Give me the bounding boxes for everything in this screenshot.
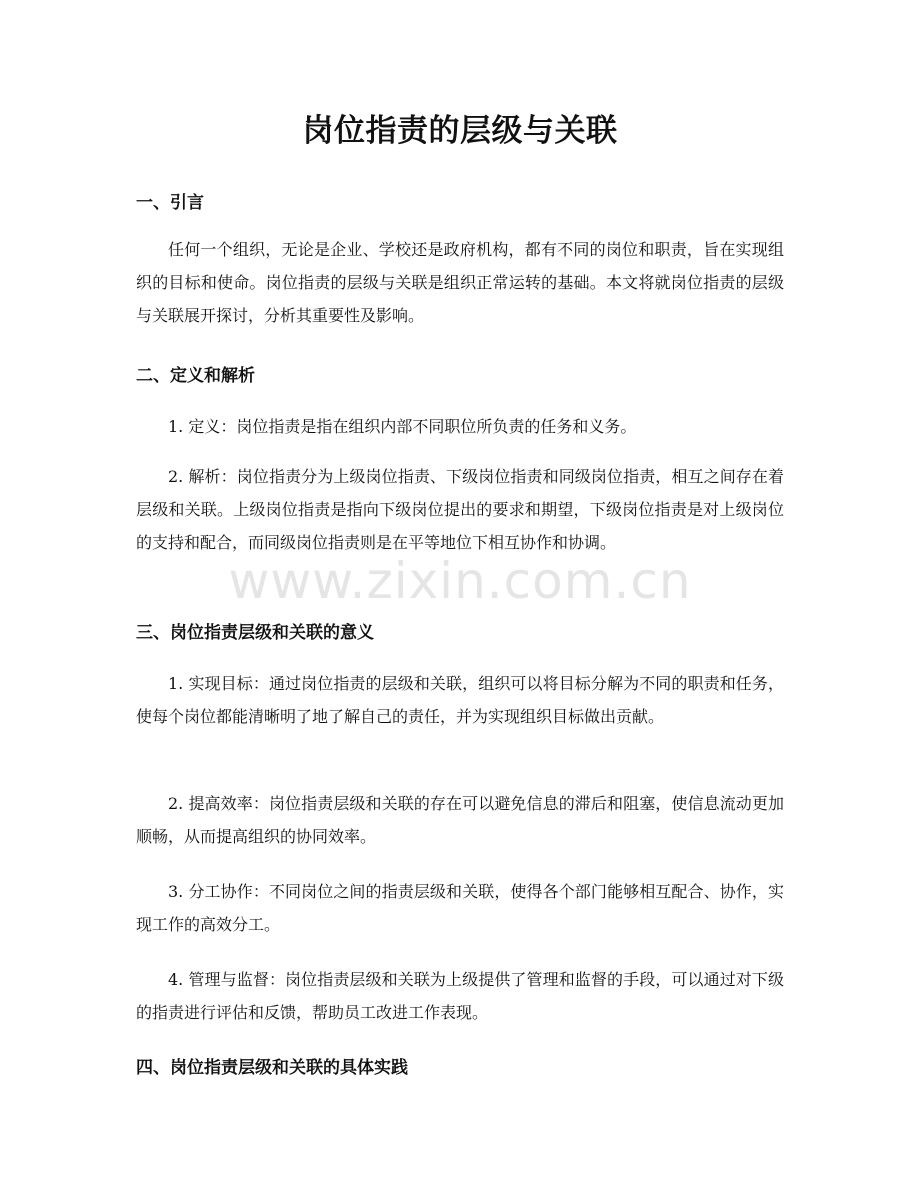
significance-goal-paragraph: 1. 实现目标：通过岗位指责的层级和关联，组织可以将目标分解为不同的职责和任务，使每个岗位都能清晰明了地了解自己的责任，并为实现组织目标做出贡献。 bbox=[136, 674, 784, 726]
section-heading-definition: 二、定义和解析 bbox=[136, 366, 255, 386]
significance-management-paragraph: 4. 管理与监督：岗位指责层级和关联为上级提供了管理和监督的手段，可以通过对下级的指责进行评估和反馈，帮助员工改进工作表现。 bbox=[136, 970, 784, 1022]
intro-paragraph: 任何一个组织，无论是企业、学校还是政府机构，都有不同的岗位和职责，旨在实现组织的目标和使命。岗位指责的层级与关联是组织正常运转的基础。本文将就岗位指责的层级与关联展开探讨，分析其重要性及影响。 bbox=[136, 240, 784, 325]
document-title: 岗位指责的层级与关联 bbox=[302, 113, 618, 149]
significance-division-paragraph: 3. 分工协作：不同岗位之间的指责层级和关联，使得各个部门能够相互配合、协作，实现工作的高效分工。 bbox=[136, 882, 784, 934]
section-heading-significance: 三、岗位指责层级和关联的意义 bbox=[136, 623, 374, 643]
section-heading-practice: 四、岗位指责层级和关联的具体实践 bbox=[136, 1058, 408, 1078]
analysis-paragraph: 2. 解析：岗位指责分为上级岗位指责、下级岗位指责和同级岗位指责，相互之间存在着层级和关联。上级岗位指责是指向下级岗位提出的要求和期望，下级岗位指责是对上级岗位的支持和配合，而同级岗位指责则是在平等地位下相互协作和协调。 bbox=[136, 467, 784, 552]
definition-paragraph: 1. 定义：岗位指责是指在组织内部不同职位所负责的任务和义务。 bbox=[168, 417, 637, 436]
section-heading-intro: 一、引言 bbox=[136, 193, 204, 213]
significance-efficiency-paragraph: 2. 提高效率：岗位指责层级和关联的存在可以避免信息的滞后和阻塞，使信息流动更加顺畅，从而提高组织的协同效率。 bbox=[136, 794, 784, 846]
watermark: www.zixin.com.cn bbox=[228, 552, 692, 610]
